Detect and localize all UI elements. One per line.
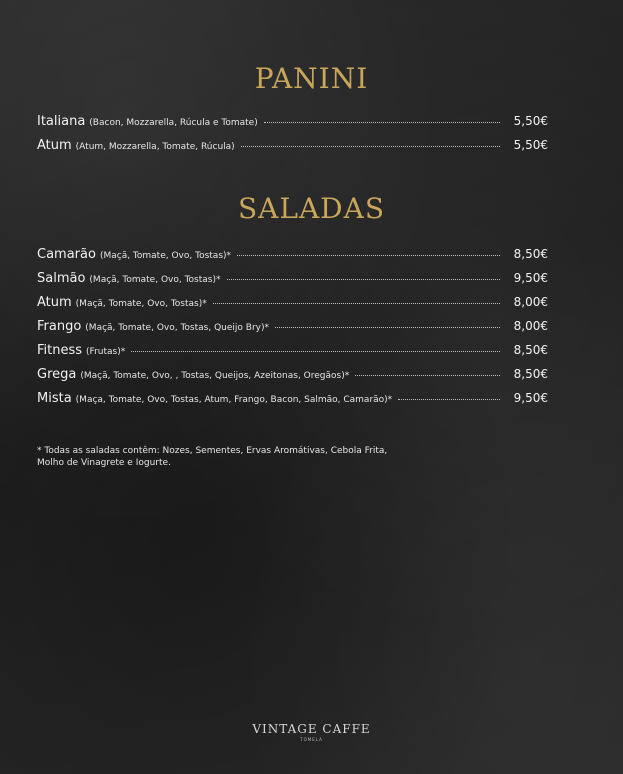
- logo-wordmark: VINTAGE CAFFE: [252, 722, 371, 736]
- menu-row: [37, 343, 548, 367]
- dot-leader: [213, 303, 500, 304]
- item-name: Atum: [37, 295, 72, 310]
- menu-row: [37, 367, 548, 391]
- item-name: Grega: [37, 367, 77, 382]
- dot-leader: [227, 279, 501, 280]
- menu-row: [37, 295, 548, 319]
- dot-leader: [275, 327, 500, 328]
- item-price: 8,00€: [513, 319, 548, 333]
- item-price: 8,00€: [513, 295, 548, 309]
- saladas-title: SALADAS: [237, 192, 386, 225]
- saladas-list: [37, 247, 548, 415]
- item-description: (Maça, Tomate, Ovo, Tostas, Atum, Frango, Bacon, Salmão, Camarão)*: [75, 395, 393, 405]
- item-name: Mista: [37, 391, 72, 406]
- item-price: 5,50€: [513, 114, 548, 128]
- menu-row: [37, 247, 548, 271]
- panini-list: [37, 114, 548, 162]
- dot-leader: [264, 122, 500, 123]
- item-price: 8,50€: [513, 247, 548, 261]
- dot-leader: [241, 146, 500, 147]
- item-price: 8,50€: [513, 367, 548, 381]
- item-description: (Atum, Mozzarella, Tomate, Rúcula): [75, 142, 235, 152]
- footnote-line: * Todas as saladas contêm: Nozes, Sementes, Ervas Aromátivas, Cebola Frita,: [37, 446, 388, 456]
- menu-row: [37, 271, 548, 295]
- footnote-line: Molho de Vinagrete e Iogurte.: [37, 458, 171, 468]
- item-name: Fitness: [37, 343, 83, 358]
- item-name: Camarão: [37, 247, 96, 262]
- item-description: (Maçã, Tomate, Ovo, Tostas)*: [89, 275, 221, 285]
- menu-row: [37, 138, 548, 162]
- item-name: Atum: [37, 138, 72, 153]
- item-name: Frango: [37, 319, 82, 334]
- item-name: Italiana: [37, 114, 86, 129]
- item-price: 9,50€: [513, 271, 548, 285]
- dot-leader: [355, 375, 500, 376]
- dot-leader: [398, 399, 500, 400]
- salad-footnote: [37, 445, 497, 469]
- vintage-caffe-logo: [0, 722, 623, 742]
- menu-row: [37, 391, 548, 415]
- item-description: (Maçã, Tomate, Ovo, Tostas)*: [75, 299, 207, 309]
- item-name: Salmão: [37, 271, 86, 286]
- dot-leader: [131, 351, 500, 352]
- item-description: (Maçã, Tomate, Ovo, , Tostas, Queijos, Azeitonas, Oregãos)*: [80, 371, 350, 381]
- item-price: 9,50€: [513, 391, 548, 405]
- item-description: (Maçã, Tomate, Ovo, Tostas)*: [99, 251, 232, 261]
- menu-row: [37, 114, 548, 138]
- item-description: (Bacon, Mozzarella, Rúcula e Tomate): [89, 118, 258, 128]
- item-description: (Maçã, Tomate, Ovo, Tostas, Queijo Bry)*: [85, 323, 269, 333]
- dot-leader: [237, 255, 500, 256]
- item-price: 5,50€: [513, 138, 548, 152]
- panini-title: PANINI: [254, 62, 369, 95]
- menu-row: [37, 319, 548, 343]
- item-description: (Frutas)*: [86, 347, 126, 357]
- logo-subtitle: TOMELA: [300, 737, 323, 742]
- item-price: 8,50€: [513, 343, 548, 357]
